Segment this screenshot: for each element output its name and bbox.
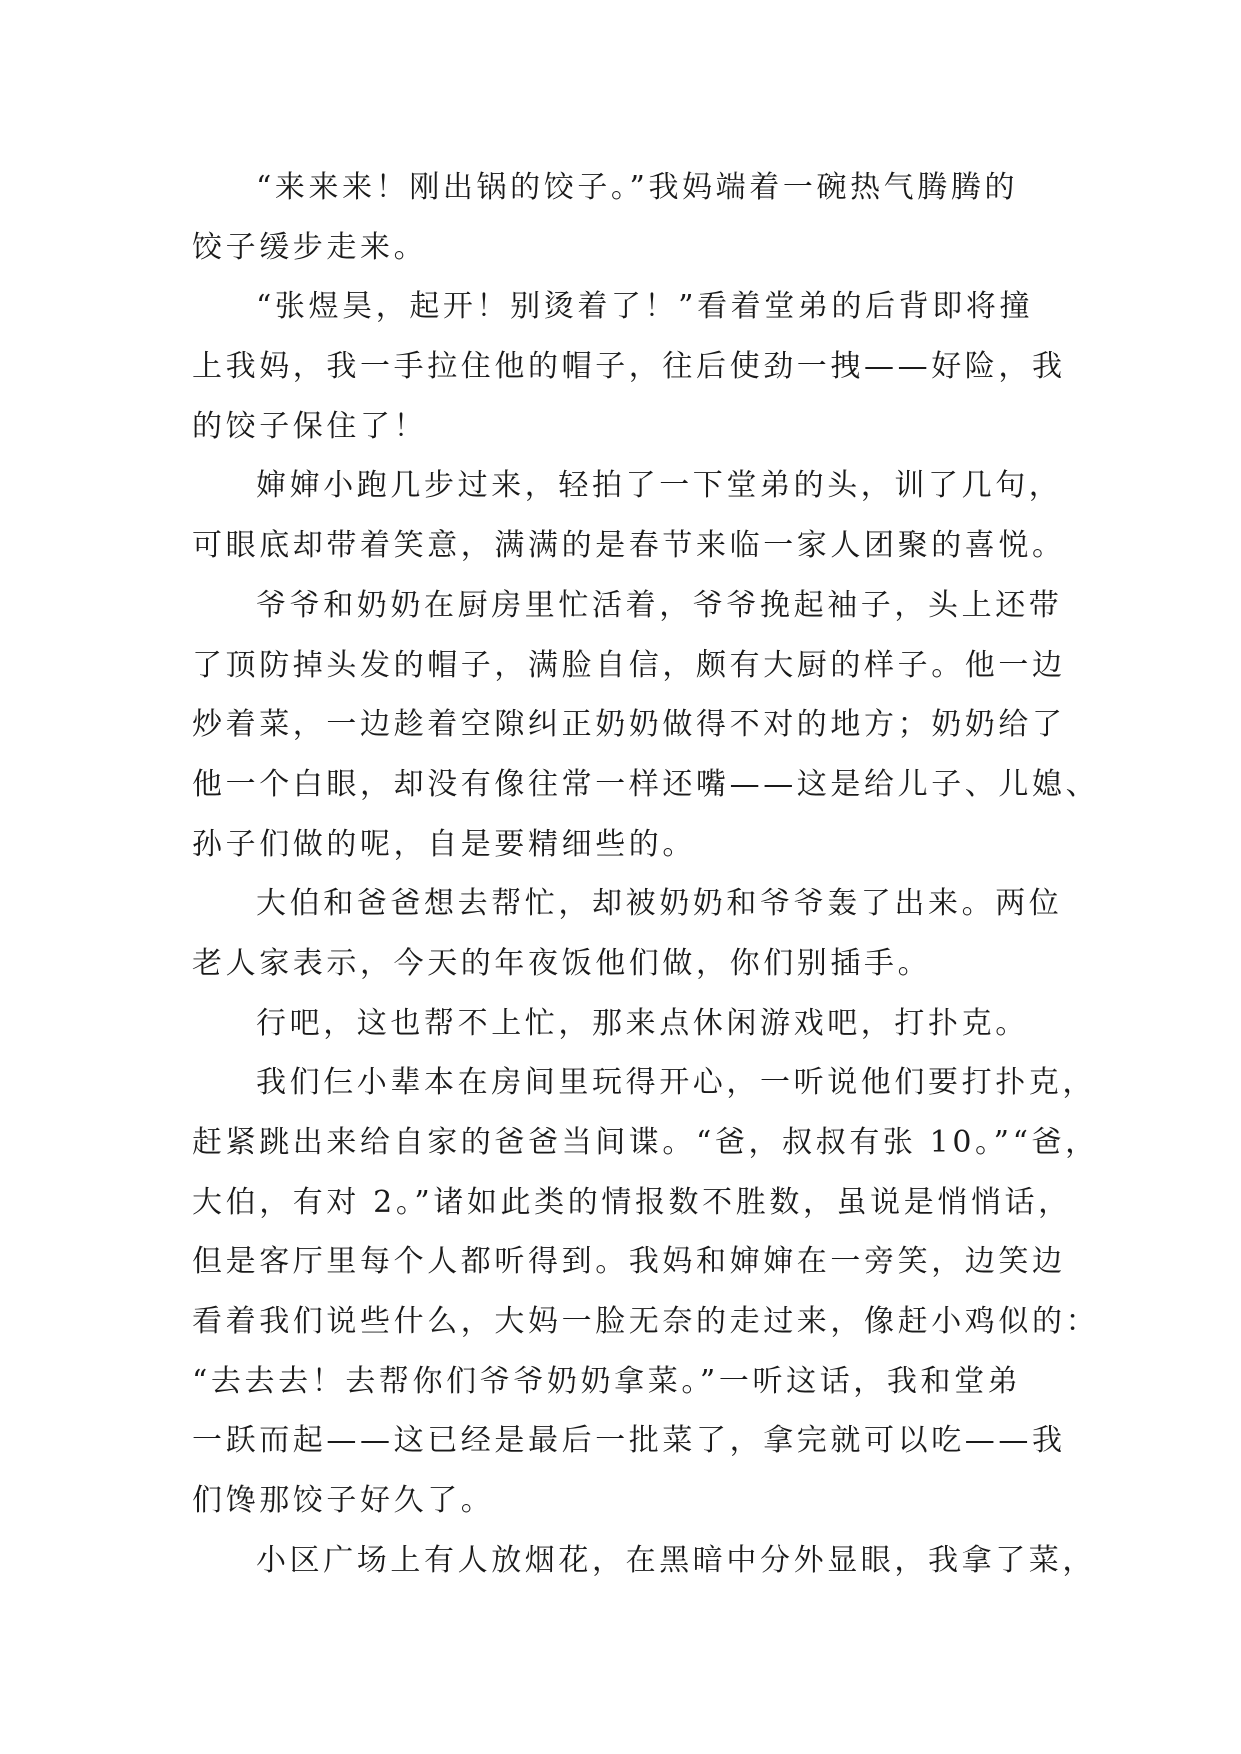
text-line: 上我妈，我一手拉住他的帽子，往后使劲一拽——好险，我 <box>192 349 1066 385</box>
text-line: “去去去！去帮你们爷爷奶奶拿菜。”一听这话，我和堂弟 <box>192 1363 1022 1399</box>
text-line: 看着我们说些什么，大妈一脸无奈的走过来，像赶小鸡似的： <box>192 1304 1100 1340</box>
text-line: 炒着菜，一边趁着空隙纠正奶奶做得不对的地方；奶奶给了 <box>192 707 1066 743</box>
text-line: 爷爷和奶奶在厨房里忙活着，爷爷挽起袖子，头上还带 <box>256 587 1063 623</box>
text-line: 他一个白眼，却没有像往常一样还嘴——这是给儿子、儿媳、 <box>192 766 1100 802</box>
text-line: 们馋那饺子好久了。 <box>192 1483 495 1519</box>
text-line: 孙子们做的呢，自是要精细些的。 <box>192 826 696 862</box>
text-line: 小区广场上有人放烟花，在黑暗中分外显眼，我拿了菜， <box>256 1542 1096 1578</box>
text-line: 可眼底却带着笑意，满满的是春节来临一家人团聚的喜悦。 <box>192 528 1066 564</box>
text-line: 饺子缓步走来。 <box>192 229 428 265</box>
text-line: 了顶防掉头发的帽子，满脸自信，颇有大厨的样子。他一边 <box>192 647 1066 683</box>
text-line: 赶紧跳出来给自家的爸爸当间谍。“爸，叔叔有张 10。”“爸， <box>192 1125 1099 1160</box>
text-line: “来来来！刚出锅的饺子。”我妈端着一碗热气腾腾的 <box>256 170 1019 205</box>
text-line: 但是客厅里每个人都听得到。我妈和婶婶在一旁笑，边笑边 <box>192 1244 1066 1280</box>
text-line: “张煜昊，起开！别烫着了！”看着堂弟的后背即将撞 <box>256 289 1034 325</box>
text-line: 的饺子保住了！ <box>192 408 428 444</box>
text-line: 老人家表示，今天的年夜饭他们做，你们别插手。 <box>192 945 932 981</box>
text-line: 一跃而起——这已经是最后一批菜了，拿完就可以吃——我 <box>192 1423 1066 1459</box>
text-line: 大伯，有对 2。”诸如此类的情报数不胜数，虽说是悄悄话， <box>192 1184 1072 1220</box>
text-line: 婶婶小跑几步过来，轻拍了一下堂弟的头，训了几句， <box>256 468 1063 504</box>
body-text <box>192 158 1100 1591</box>
text-line: 我们仨小辈本在房间里玩得开心，一听说他们要打扑克， <box>256 1065 1096 1101</box>
text-line: 行吧，这也帮不上忙，那来点休闲游戏吧，打扑克。 <box>256 1005 1029 1041</box>
text-line: 大伯和爸爸想去帮忙，却被奶奶和爷爷轰了出来。两位 <box>256 886 1063 922</box>
